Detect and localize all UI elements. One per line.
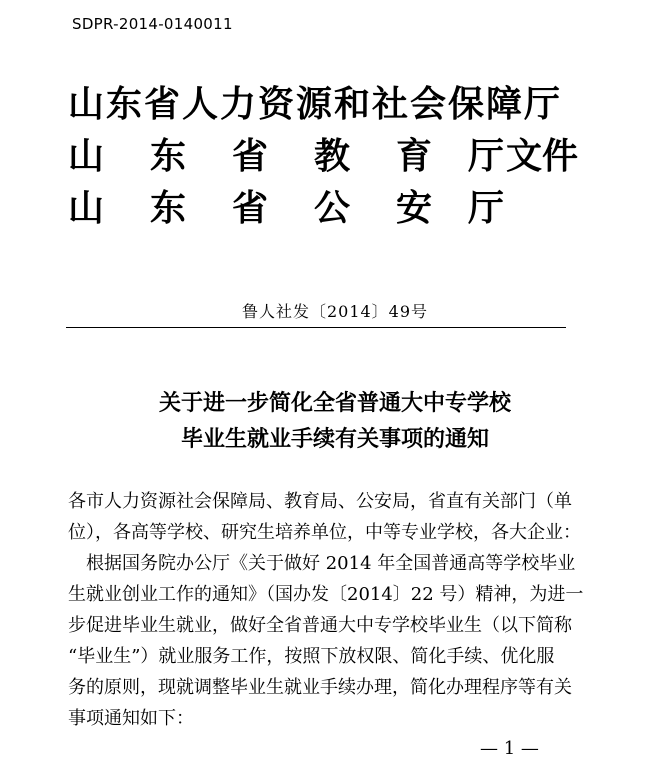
issuer-2-char: 省 [232,136,269,177]
issuer-3-char: 公 [314,188,351,229]
notice-title-line-2: 毕业生就业手续有关事项的通知 [180,426,489,452]
body-line: “毕业生”）就业服务工作，按照下放权限、简化手续、优化服 [68,646,555,667]
document-number: 鲁人社发〔2014〕49号 [241,302,429,321]
body-line: 步促进毕业生就业，做好全省普通大中专学校毕业生（以下简称 [68,615,572,636]
body-line: 位），各高等学校、研究生培养单位，中等专业学校，各大企业： [68,522,581,543]
body-line: 生就业创业工作的通知》（国办发〔2014〕22 号）精神，为进一 [68,584,584,605]
issuer-3-char: 安 [396,188,433,229]
issuer-2-char: 教 [314,136,351,177]
document-suffix: 文件 [506,136,579,177]
issuer-line-1: 山东省人力资源和社会保障厅 [68,84,563,125]
body-line: 务的原则，现就调整毕业生就业手续办理，简化办理程序等有关 [68,677,572,698]
issuer-2-char: 厅 [468,136,505,177]
issuer-2-char: 东 [150,136,187,177]
header-divider [66,327,566,328]
body-line: 各市人力资源社会保障局、教育局、公安局，省直有关部门（单 [68,491,572,512]
issuer-3-char: 山 [68,188,105,229]
issuer-line-3 [68,187,588,231]
page-number: — 1 — [480,738,539,759]
body-line: 根据国务院办公厅《关于做好 2014 年全国普通高等学校毕业 [68,553,576,574]
issuer-2-char: 山 [68,136,105,177]
issuer-2-char: 育 [396,136,433,177]
issuer-3-char: 省 [232,188,269,229]
document-id: SDPR-2014-0140011 [72,15,233,33]
issuer-3-char: 东 [150,188,187,229]
body-line: 事项通知如下： [68,708,194,729]
issuer-3-char: 厅 [468,188,505,229]
issuer-line-2 [68,135,588,179]
notice-title-line-1: 关于进一步简化全省普通大中专学校 [158,390,511,416]
